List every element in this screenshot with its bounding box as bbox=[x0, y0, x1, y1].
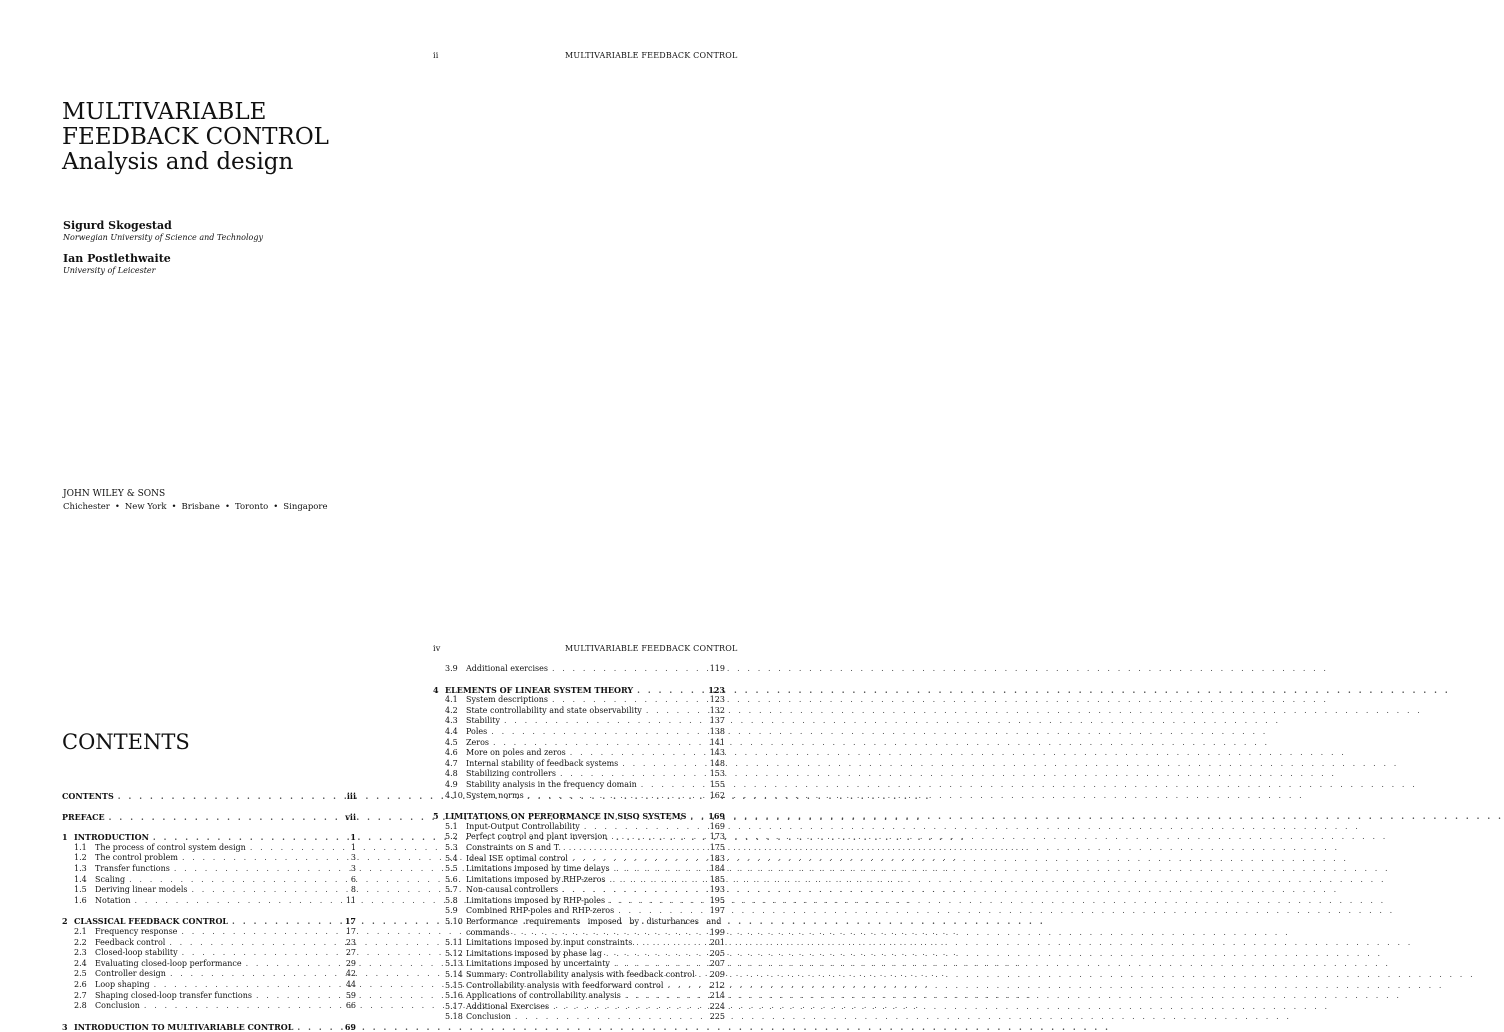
toc-entry-title: Internal stability of feedback systems bbox=[466, 758, 619, 768]
toc-leader-dots bbox=[646, 706, 706, 717]
toc-leader-dots bbox=[182, 853, 347, 864]
toc-entry-page: 11 bbox=[345, 895, 356, 905]
toc-entry-title: Loop shaping bbox=[95, 979, 150, 989]
toc-entry-number: 1.3 bbox=[74, 863, 87, 873]
toc-entry bbox=[62, 959, 356, 970]
toc-entry-title: Input-Output Controllability bbox=[466, 821, 580, 831]
toc-entry bbox=[433, 854, 725, 865]
toc-entry-page: 6 bbox=[350, 874, 356, 884]
toc-entry-page: 132 bbox=[709, 705, 725, 715]
toc-entry-title: Limitations imposed by RHP-zeros bbox=[466, 874, 606, 884]
toc-entry-continued bbox=[433, 928, 725, 939]
toc-entry-number: 2.3 bbox=[74, 948, 87, 958]
toc-entry bbox=[433, 791, 725, 802]
toc-entry-title: Deriving linear models bbox=[95, 885, 188, 895]
book-title-line-2: FEEDBACK CONTROL bbox=[62, 124, 329, 150]
toc-entry-page: 8 bbox=[350, 885, 356, 895]
toc-leader-dots bbox=[192, 885, 347, 896]
toc-leader-dots bbox=[563, 843, 706, 854]
toc-leader-dots bbox=[552, 664, 706, 675]
toc-entry-page: 199 bbox=[709, 927, 725, 937]
toc-entry-page: 212 bbox=[709, 980, 725, 990]
toc-right-column bbox=[433, 664, 725, 1023]
toc-entry-number: 3.9 bbox=[445, 664, 458, 673]
toc-entry-title: Conclusion bbox=[95, 1001, 140, 1011]
toc-entry-number: 2.4 bbox=[74, 958, 87, 968]
toc-entry bbox=[433, 906, 725, 917]
toc-entry-title: Applications of controllability analysis bbox=[466, 991, 621, 1001]
toc-entry bbox=[62, 885, 356, 896]
toc-leader-dots bbox=[256, 991, 342, 1002]
toc-entry-number: 2.5 bbox=[74, 969, 87, 979]
toc-entry-title: Additional exercises bbox=[466, 664, 548, 673]
toc-entry-title: PREFACE bbox=[62, 811, 105, 822]
toc-entry-title: Ideal ISE optimal control bbox=[466, 853, 568, 863]
toc-gap bbox=[62, 802, 356, 812]
toc-entry bbox=[433, 822, 725, 833]
toc-entry-number: 4.8 bbox=[445, 769, 458, 779]
toc-leader-dots bbox=[144, 1001, 342, 1012]
toc-entry-title: Combined RHP-poles and RHP-zeros bbox=[466, 906, 615, 916]
toc-leader-dots bbox=[553, 1002, 706, 1013]
page-number-ii: ii bbox=[433, 51, 439, 60]
toc-entry-page: 119 bbox=[709, 664, 725, 673]
toc-entry-title: Summary: Controllability analysis with feedback control bbox=[466, 970, 695, 980]
toc-chapter bbox=[433, 811, 725, 822]
publisher-cities bbox=[63, 501, 327, 513]
toc-entry-page: 137 bbox=[709, 716, 725, 726]
toc-entry bbox=[433, 991, 725, 1002]
toc-entry-title: Notation bbox=[95, 895, 131, 905]
toc-leader-dots bbox=[562, 885, 706, 896]
toc-entry-title: CONTENTS bbox=[62, 791, 114, 801]
toc-entry-title: State controllability and state observability bbox=[466, 705, 642, 715]
toc-entry bbox=[433, 949, 725, 960]
toc-leader-dots bbox=[636, 938, 705, 949]
toc-entry-title: Non-causal controllers bbox=[466, 885, 559, 895]
toc-entry-page: 69 bbox=[344, 1021, 356, 1032]
toc-entry-number: 1.1 bbox=[74, 842, 87, 852]
toc-entry-title: Poles bbox=[466, 726, 488, 736]
toc-entry bbox=[62, 991, 356, 1002]
toc-entry-page: 175 bbox=[709, 842, 725, 852]
toc-entry-page: 183 bbox=[709, 853, 725, 863]
toc-leader-dots bbox=[504, 716, 706, 727]
toc-entry bbox=[433, 864, 725, 875]
toc-leader-dots bbox=[614, 864, 706, 875]
toc-entry bbox=[433, 875, 725, 886]
toc-entry-page: 207 bbox=[709, 959, 725, 969]
toc-entry-number: 5.9 bbox=[445, 906, 458, 916]
toc-entry-page: 1 bbox=[350, 832, 356, 843]
toc-entry-number: 5.14 bbox=[445, 970, 463, 980]
toc-entry-title: System descriptions bbox=[466, 695, 548, 705]
toc-entry-title: The process of control system design bbox=[95, 842, 246, 852]
toc-leader-dots bbox=[154, 980, 342, 991]
toc-entry-title: Stability analysis in the frequency domain bbox=[466, 779, 637, 789]
toc-leader-dots bbox=[560, 769, 706, 780]
publisher-city: Chichester bbox=[63, 502, 110, 512]
toc-entry-title: INTRODUCTION TO MULTIVARIABLE CONTROL bbox=[74, 1021, 294, 1032]
toc-chapter bbox=[62, 916, 356, 927]
toc-entry-title: Conclusion bbox=[466, 1012, 511, 1022]
toc-entry-page: 185 bbox=[709, 874, 725, 884]
toc-entry-page: 169 bbox=[709, 821, 725, 831]
toc-entry-page: 153 bbox=[709, 769, 725, 779]
toc-entry bbox=[62, 1001, 356, 1012]
toc-entry-number: 5.10 bbox=[445, 917, 463, 927]
toc-leader-dots bbox=[622, 759, 705, 770]
toc-entry-page: 224 bbox=[709, 1001, 725, 1011]
toc-leader-dots bbox=[614, 959, 706, 970]
toc-leader-dots bbox=[182, 948, 342, 959]
toc-entry-title: Limitations imposed by input constraints bbox=[466, 938, 633, 948]
toc-entry bbox=[433, 917, 725, 928]
toc-entry bbox=[433, 780, 725, 791]
toc-entry-title: Scaling bbox=[95, 874, 126, 884]
running-head-top: MULTIVARIABLE FEEDBACK CONTROL bbox=[565, 51, 738, 60]
toc-leader-dots bbox=[637, 685, 704, 696]
publisher-name: JOHN WILEY & SONS bbox=[63, 489, 166, 499]
toc-entry-page: 169 bbox=[708, 811, 725, 822]
toc-chapter bbox=[62, 812, 356, 823]
toc-leader-dots bbox=[625, 991, 706, 1002]
toc-entry-title: Feedback control bbox=[95, 937, 166, 947]
toc-entry-page: 3 bbox=[350, 863, 356, 873]
toc-entry bbox=[433, 970, 725, 981]
toc-leader-dots bbox=[118, 791, 343, 802]
city-separator: • bbox=[273, 502, 279, 512]
toc-entry-page: 143 bbox=[709, 748, 725, 758]
toc-entry bbox=[433, 748, 725, 759]
toc-entry-page: 123 bbox=[708, 684, 725, 695]
toc-entry bbox=[62, 927, 356, 938]
toc-entry-page: 123 bbox=[709, 695, 725, 705]
toc-entry-number: 4.9 bbox=[445, 779, 458, 789]
toc-entry bbox=[62, 853, 356, 864]
toc-entry-page: iii bbox=[346, 791, 356, 801]
toc-entry-title: Frequency response bbox=[95, 926, 178, 936]
toc-leader-dots bbox=[135, 896, 342, 907]
toc-gap bbox=[62, 822, 356, 832]
city-separator: • bbox=[171, 502, 177, 512]
toc-entry-title: Controller design bbox=[95, 969, 166, 979]
toc-entry-page: 42 bbox=[345, 969, 356, 979]
toc-leader-dots bbox=[570, 748, 706, 759]
toc-entry-title: Controllability analysis with feedforward control bbox=[466, 980, 664, 990]
toc-entry-title: Performance requirements imposed by disturbances and bbox=[466, 917, 722, 927]
toc-entry-number: 5.2 bbox=[445, 832, 458, 842]
toc-entry bbox=[433, 1002, 725, 1013]
toc-entry-title: Shaping closed-loop transfer functions bbox=[95, 990, 252, 1000]
toc-entry-title: Limitations imposed by time delays bbox=[466, 864, 610, 874]
toc-leader-dots bbox=[170, 969, 342, 980]
toc-entry-title: CLASSICAL FEEDBACK CONTROL bbox=[74, 916, 229, 927]
toc-entry-number: 1.4 bbox=[74, 874, 87, 884]
toc-entry-page: vii bbox=[345, 811, 356, 822]
toc-entry-number: 2.1 bbox=[74, 926, 87, 936]
toc-entry-page: 1 bbox=[350, 842, 356, 852]
toc-entry-page: 205 bbox=[709, 948, 725, 958]
toc-leader-dots bbox=[493, 738, 706, 749]
toc-entry-number: 5.13 bbox=[445, 959, 463, 969]
toc-entry bbox=[433, 695, 725, 706]
toc-entry-title: LIMITATIONS ON PERFORMANCE IN SISO SYSTEMS bbox=[445, 811, 687, 822]
toc-entry-number: 4.1 bbox=[445, 695, 458, 705]
toc-entry-page: 173 bbox=[709, 832, 725, 842]
city-separator: • bbox=[114, 502, 120, 512]
toc-entry bbox=[433, 716, 725, 727]
toc-entry-page: 195 bbox=[709, 895, 725, 905]
toc-entry-number: 4.7 bbox=[445, 758, 458, 768]
toc-entry-title: Limitations imposed by uncertainty bbox=[466, 959, 610, 969]
contents-heading: CONTENTS bbox=[62, 730, 190, 754]
toc-entry-page: 162 bbox=[709, 790, 725, 800]
toc-entry-number: 2.6 bbox=[74, 979, 87, 989]
toc-entry bbox=[433, 896, 725, 907]
toc-entry-title: The control problem bbox=[95, 853, 178, 863]
toc-entry bbox=[62, 938, 356, 949]
toc-chapter bbox=[433, 685, 725, 696]
toc-entry-number: 1 bbox=[62, 832, 68, 843]
toc-entry-page: 3 bbox=[350, 853, 356, 863]
toc-leader-dots bbox=[250, 843, 347, 854]
toc-entry bbox=[433, 738, 725, 749]
toc-entry-page: 201 bbox=[709, 938, 725, 948]
toc-entry-title: Limitations imposed by phase lag bbox=[466, 948, 603, 958]
toc-entry bbox=[433, 727, 725, 738]
toc-entry-title: Evaluating closed-loop performance bbox=[95, 958, 242, 968]
toc-chapter bbox=[62, 832, 356, 843]
toc-leader-dots bbox=[606, 949, 706, 960]
city-separator: • bbox=[224, 502, 230, 512]
toc-entry-page: 209 bbox=[709, 970, 725, 980]
toc-leader-dots bbox=[246, 959, 342, 970]
toc-entry bbox=[62, 969, 356, 980]
toc-entry bbox=[62, 948, 356, 959]
toc-entry-title: Additional Exercises bbox=[466, 1001, 550, 1011]
toc-entry-number: 2.2 bbox=[74, 937, 87, 947]
toc-entry-page: 17 bbox=[344, 916, 356, 927]
toc-gap bbox=[62, 1012, 356, 1022]
toc-entry-title: Stabilizing controllers bbox=[466, 769, 556, 779]
author-name-1: Sigurd Skogestad bbox=[63, 219, 172, 232]
toc-entry bbox=[433, 832, 725, 843]
toc-entry-number: 5.6 bbox=[445, 874, 458, 884]
toc-entry bbox=[433, 759, 725, 770]
toc-entry-page: 155 bbox=[709, 779, 725, 789]
book-title-line-1: MULTIVARIABLE bbox=[62, 99, 267, 125]
toc-entry-page: 197 bbox=[709, 906, 725, 916]
author-affiliation-2: University of Leicester bbox=[63, 266, 156, 275]
toc-entry-page: 193 bbox=[709, 885, 725, 895]
toc-leader-dots bbox=[611, 832, 705, 843]
toc-entry-number: 5.7 bbox=[445, 885, 458, 895]
page-number-iv: iv bbox=[433, 644, 441, 653]
toc-entry-number: 4.10 bbox=[445, 790, 463, 800]
toc-entry-number: 1.2 bbox=[74, 853, 87, 863]
toc-entry-page: 214 bbox=[709, 991, 725, 1001]
toc-entry bbox=[433, 706, 725, 717]
toc-entry-page: 44 bbox=[345, 979, 356, 989]
author-affiliation-1: Norwegian University of Science and Technology bbox=[63, 233, 263, 242]
toc-leader-dots bbox=[690, 811, 704, 822]
toc-entry-number: 3 bbox=[62, 1021, 68, 1032]
book-subtitle: Analysis and design bbox=[62, 149, 294, 175]
toc-entry bbox=[62, 843, 356, 854]
toc-entry-page: 66 bbox=[345, 1001, 356, 1011]
toc-leader-dots bbox=[232, 916, 341, 927]
toc-entry-page: 148 bbox=[709, 758, 725, 768]
toc-entry-title: commands bbox=[466, 927, 510, 937]
toc-leader-dots bbox=[552, 695, 706, 706]
toc-entry bbox=[62, 980, 356, 991]
toc-entry-number: 1.6 bbox=[74, 895, 87, 905]
toc-entry bbox=[62, 864, 356, 875]
publisher-block bbox=[63, 488, 327, 513]
toc-leader-dots bbox=[610, 875, 706, 886]
toc-entry-number: 2 bbox=[62, 916, 68, 927]
toc-leader-dots bbox=[609, 896, 706, 907]
toc-entry-title: Perfect control and plant inversion bbox=[466, 832, 608, 842]
toc-entry-number: 5.16 bbox=[445, 991, 463, 1001]
toc-entry-title: ELEMENTS OF LINEAR SYSTEM THEORY bbox=[445, 684, 634, 695]
toc-entry-title: Transfer functions bbox=[95, 863, 170, 873]
toc-entry-number: 5.1 bbox=[445, 821, 458, 831]
toc-entry-number: 2.8 bbox=[74, 1001, 87, 1011]
toc-entry bbox=[433, 664, 725, 675]
toc-entry-page: 184 bbox=[709, 864, 725, 874]
toc-leader-dots bbox=[667, 981, 705, 992]
toc-entry-title: Closed-loop stability bbox=[95, 948, 178, 958]
toc-entry-title: System norms bbox=[466, 790, 524, 800]
toc-leader-dots bbox=[699, 970, 706, 981]
toc-leader-dots bbox=[297, 1022, 340, 1032]
toc-leader-dots bbox=[641, 780, 706, 791]
toc-entry-title: Limitations imposed by RHP-poles bbox=[466, 895, 606, 905]
book-title-block bbox=[62, 100, 329, 175]
toc-entry-number: 4.4 bbox=[445, 726, 458, 736]
toc-entry bbox=[433, 885, 725, 896]
toc-entry-number: 5.4 bbox=[445, 853, 458, 863]
toc-entry bbox=[433, 769, 725, 780]
publisher-city: Singapore bbox=[283, 502, 328, 512]
toc-entry-title: Constraints on S and T bbox=[466, 842, 560, 852]
toc-gap bbox=[62, 906, 356, 916]
toc-entry-number: 2.7 bbox=[74, 990, 87, 1000]
toc-leader-dots bbox=[174, 864, 347, 875]
toc-entry-number: 5.12 bbox=[445, 948, 463, 958]
toc-entry-page: 138 bbox=[709, 726, 725, 736]
toc-leader-dots bbox=[129, 875, 347, 886]
toc-entry bbox=[433, 981, 725, 992]
toc-entry-number: 5.15 bbox=[445, 980, 463, 990]
toc-entry-number: 5.8 bbox=[445, 895, 458, 905]
toc-leader-dots bbox=[109, 812, 342, 823]
toc-leader-dots bbox=[584, 822, 706, 833]
toc-entry-number: 4.2 bbox=[445, 705, 458, 715]
publisher-city: Toronto bbox=[234, 502, 269, 512]
toc-entry bbox=[62, 896, 356, 907]
toc-leader-dots bbox=[528, 791, 706, 802]
toc-leader-dots bbox=[491, 727, 705, 738]
toc-leader-dots bbox=[572, 854, 706, 865]
toc-leader-dots bbox=[618, 906, 706, 917]
toc-leader-dots bbox=[514, 928, 706, 939]
toc-leader-dots bbox=[515, 1012, 706, 1023]
toc-entry bbox=[433, 959, 725, 970]
toc-entry-number: 4.3 bbox=[445, 716, 458, 726]
toc-leader-dots bbox=[169, 938, 341, 949]
toc-entry-number: 5 bbox=[433, 811, 439, 822]
toc-entry-number: 4.5 bbox=[445, 737, 458, 747]
toc-leader-dots bbox=[181, 927, 341, 938]
authors-block bbox=[63, 219, 263, 276]
toc-entry-page: 59 bbox=[345, 990, 356, 1000]
toc-entry-page: 29 bbox=[345, 958, 356, 968]
author-name-2: Ian Postlethwaite bbox=[63, 252, 171, 265]
toc-entry-page: 141 bbox=[709, 737, 725, 747]
toc-leader-dots bbox=[153, 832, 347, 843]
publisher-city: Brisbane bbox=[181, 502, 220, 512]
toc-entry-number: 5.17 bbox=[445, 1001, 463, 1011]
toc-entry-title: More on poles and zeros bbox=[466, 748, 566, 758]
toc-entry-title: Stability bbox=[466, 716, 500, 726]
toc-chapter bbox=[62, 1022, 356, 1032]
toc-entry-page: 23 bbox=[345, 937, 356, 947]
toc-entry bbox=[433, 938, 725, 949]
toc-entry-page: 225 bbox=[709, 1012, 725, 1022]
toc-entry-number: 4 bbox=[433, 684, 439, 695]
toc-entry-page: 27 bbox=[345, 948, 356, 958]
toc-entry bbox=[433, 1012, 725, 1023]
running-head-bottom: MULTIVARIABLE FEEDBACK CONTROL bbox=[565, 644, 738, 653]
toc-left-column bbox=[62, 791, 356, 1032]
toc-chapter bbox=[62, 791, 356, 802]
toc-gap bbox=[433, 801, 725, 811]
toc-entry-title: INTRODUCTION bbox=[74, 832, 149, 843]
toc-entry-page: 17 bbox=[345, 926, 356, 936]
toc-entry-number: 5.3 bbox=[445, 842, 458, 852]
toc-entry-number: 1.5 bbox=[74, 885, 87, 895]
toc-gap bbox=[433, 675, 725, 685]
toc-entry-title: Zeros bbox=[466, 737, 490, 747]
toc-entry bbox=[433, 843, 725, 854]
toc-entry bbox=[62, 875, 356, 886]
publisher-city: New York bbox=[124, 502, 167, 512]
toc-entry-number: 5.11 bbox=[445, 938, 463, 948]
toc-entry-number: 5.5 bbox=[445, 864, 458, 874]
toc-entry-number: 4.6 bbox=[445, 748, 458, 758]
toc-entry-number: 5.18 bbox=[445, 1012, 463, 1022]
